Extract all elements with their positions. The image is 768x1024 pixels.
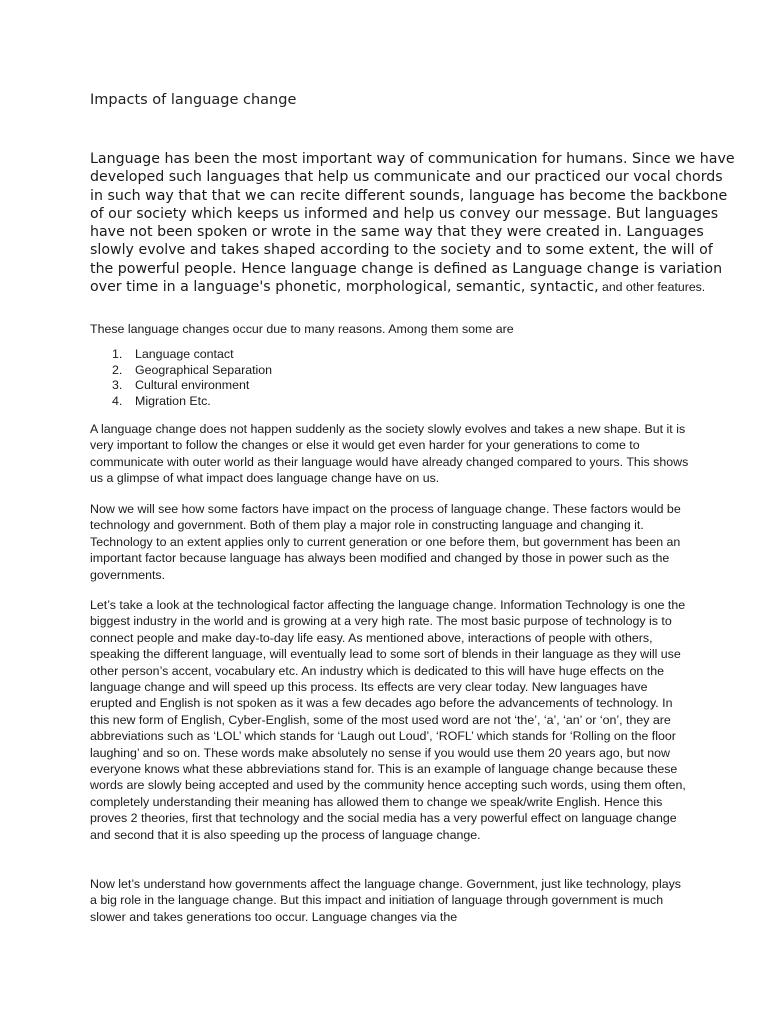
list-number: 1. [112, 347, 123, 361]
list-number: 2. [112, 362, 123, 377]
list-item-text: Migration Etc. [135, 393, 211, 408]
list-item-text: Geographical Separation [135, 362, 273, 377]
reasons-list [90, 347, 272, 409]
list-number: 4. [112, 393, 123, 408]
list-item [90, 363, 272, 379]
list-item [90, 378, 272, 394]
list-item [90, 347, 272, 363]
body-paragraph: Now let’s understand how governments affect the language change. Government, just like technology, plays a big role in the language change. But this impact and initiation of language through government is much slower and takes generations too occur. Language changes via the [90, 877, 681, 924]
reasons-intro: These language changes occur due to many reasons. Among them some are [90, 322, 514, 336]
list-item [90, 394, 272, 410]
list-number: 3. [112, 378, 123, 393]
document-title: Impacts of language change [90, 92, 297, 108]
body-paragraph: Let’s take a look at the technological factor affecting the language change. Information Technology is one the biggest industry in the world and is growing at a very high rate. The most basic purpose of technology is to connect people and make day-to-day life easy. As mentioned above, interactions of people with others, speaking the different language, will eventually lead to some sort of blends in their language as they will use other person’s accent, vocabulary etc. An industry which is dedicated to this will have huge effects on the language change and will speed up this process. Its effects are very clear today. New languages have erupted and English is not spoken as it was a few decades ago before the advancements of technology. In this new form of English, Cyber-English, some of the most used word are not ‘the’, ‘a’, ‘an’ or ‘on’, they are abbreviations such as ‘LOL’ which stands for ‘Laugh out Loud’, ‘ROFL’ which stands for ‘Rolling on the floor laughing’ and so on. These words make absolutely no sense if you would use them 20 years ago, but now everyone knows what these abbreviations stand for. This is an example of language change because these words are slowly being accepted and used by the community hence accepting such words, using them often, completely understanding their meaning has allowed them to change we speak/write English. Hence this proves 2 theories, first that technology and the social media has a very powerful effect on language change and second that it is also speeding up the process of language change. [90, 598, 686, 842]
list-item-text: Cultural environment [135, 378, 250, 393]
intro-paragraph [90, 150, 740, 296]
intro-main-text: Language has been the most important way of communication for humans. Since we have developed such languages that help us communicate and our practiced our vocal chords in such way that that we can recite different sounds, language has become the backbone of our society which keeps us informed and help us convey our message. But languages have not been spoken or wrote in the same way that they were created in. Languages slowly evolve and takes shaped according to the society and to some extent, the will of the powerful people. Hence language change is defined as Language change is variation over time in a language's phonetic, morphological, semantic, syntactic, [90, 151, 735, 296]
list-item-text: Language contact [135, 347, 234, 361]
intro-tail-text: and other features. [598, 280, 706, 295]
body-paragraph: Now we will see how some factors have impact on the process of language change. These factors would be technology and government. Both of them play a major role in constructing language and changing it. Technology to an extent applies only to current generation or one before them, but government has been an important factor because language has always been modified and changed by those in power such as the governments. [90, 502, 681, 582]
body-paragraph: A language change does not happen suddenly as the society slowly evolves and takes a new shape. But it is very important to follow the changes or else it would get even harder for your generations to come to communicate with outer world as their language would have already changed compared to yours. This shows us a glimpse of what impact does language change have on us. [90, 422, 689, 486]
